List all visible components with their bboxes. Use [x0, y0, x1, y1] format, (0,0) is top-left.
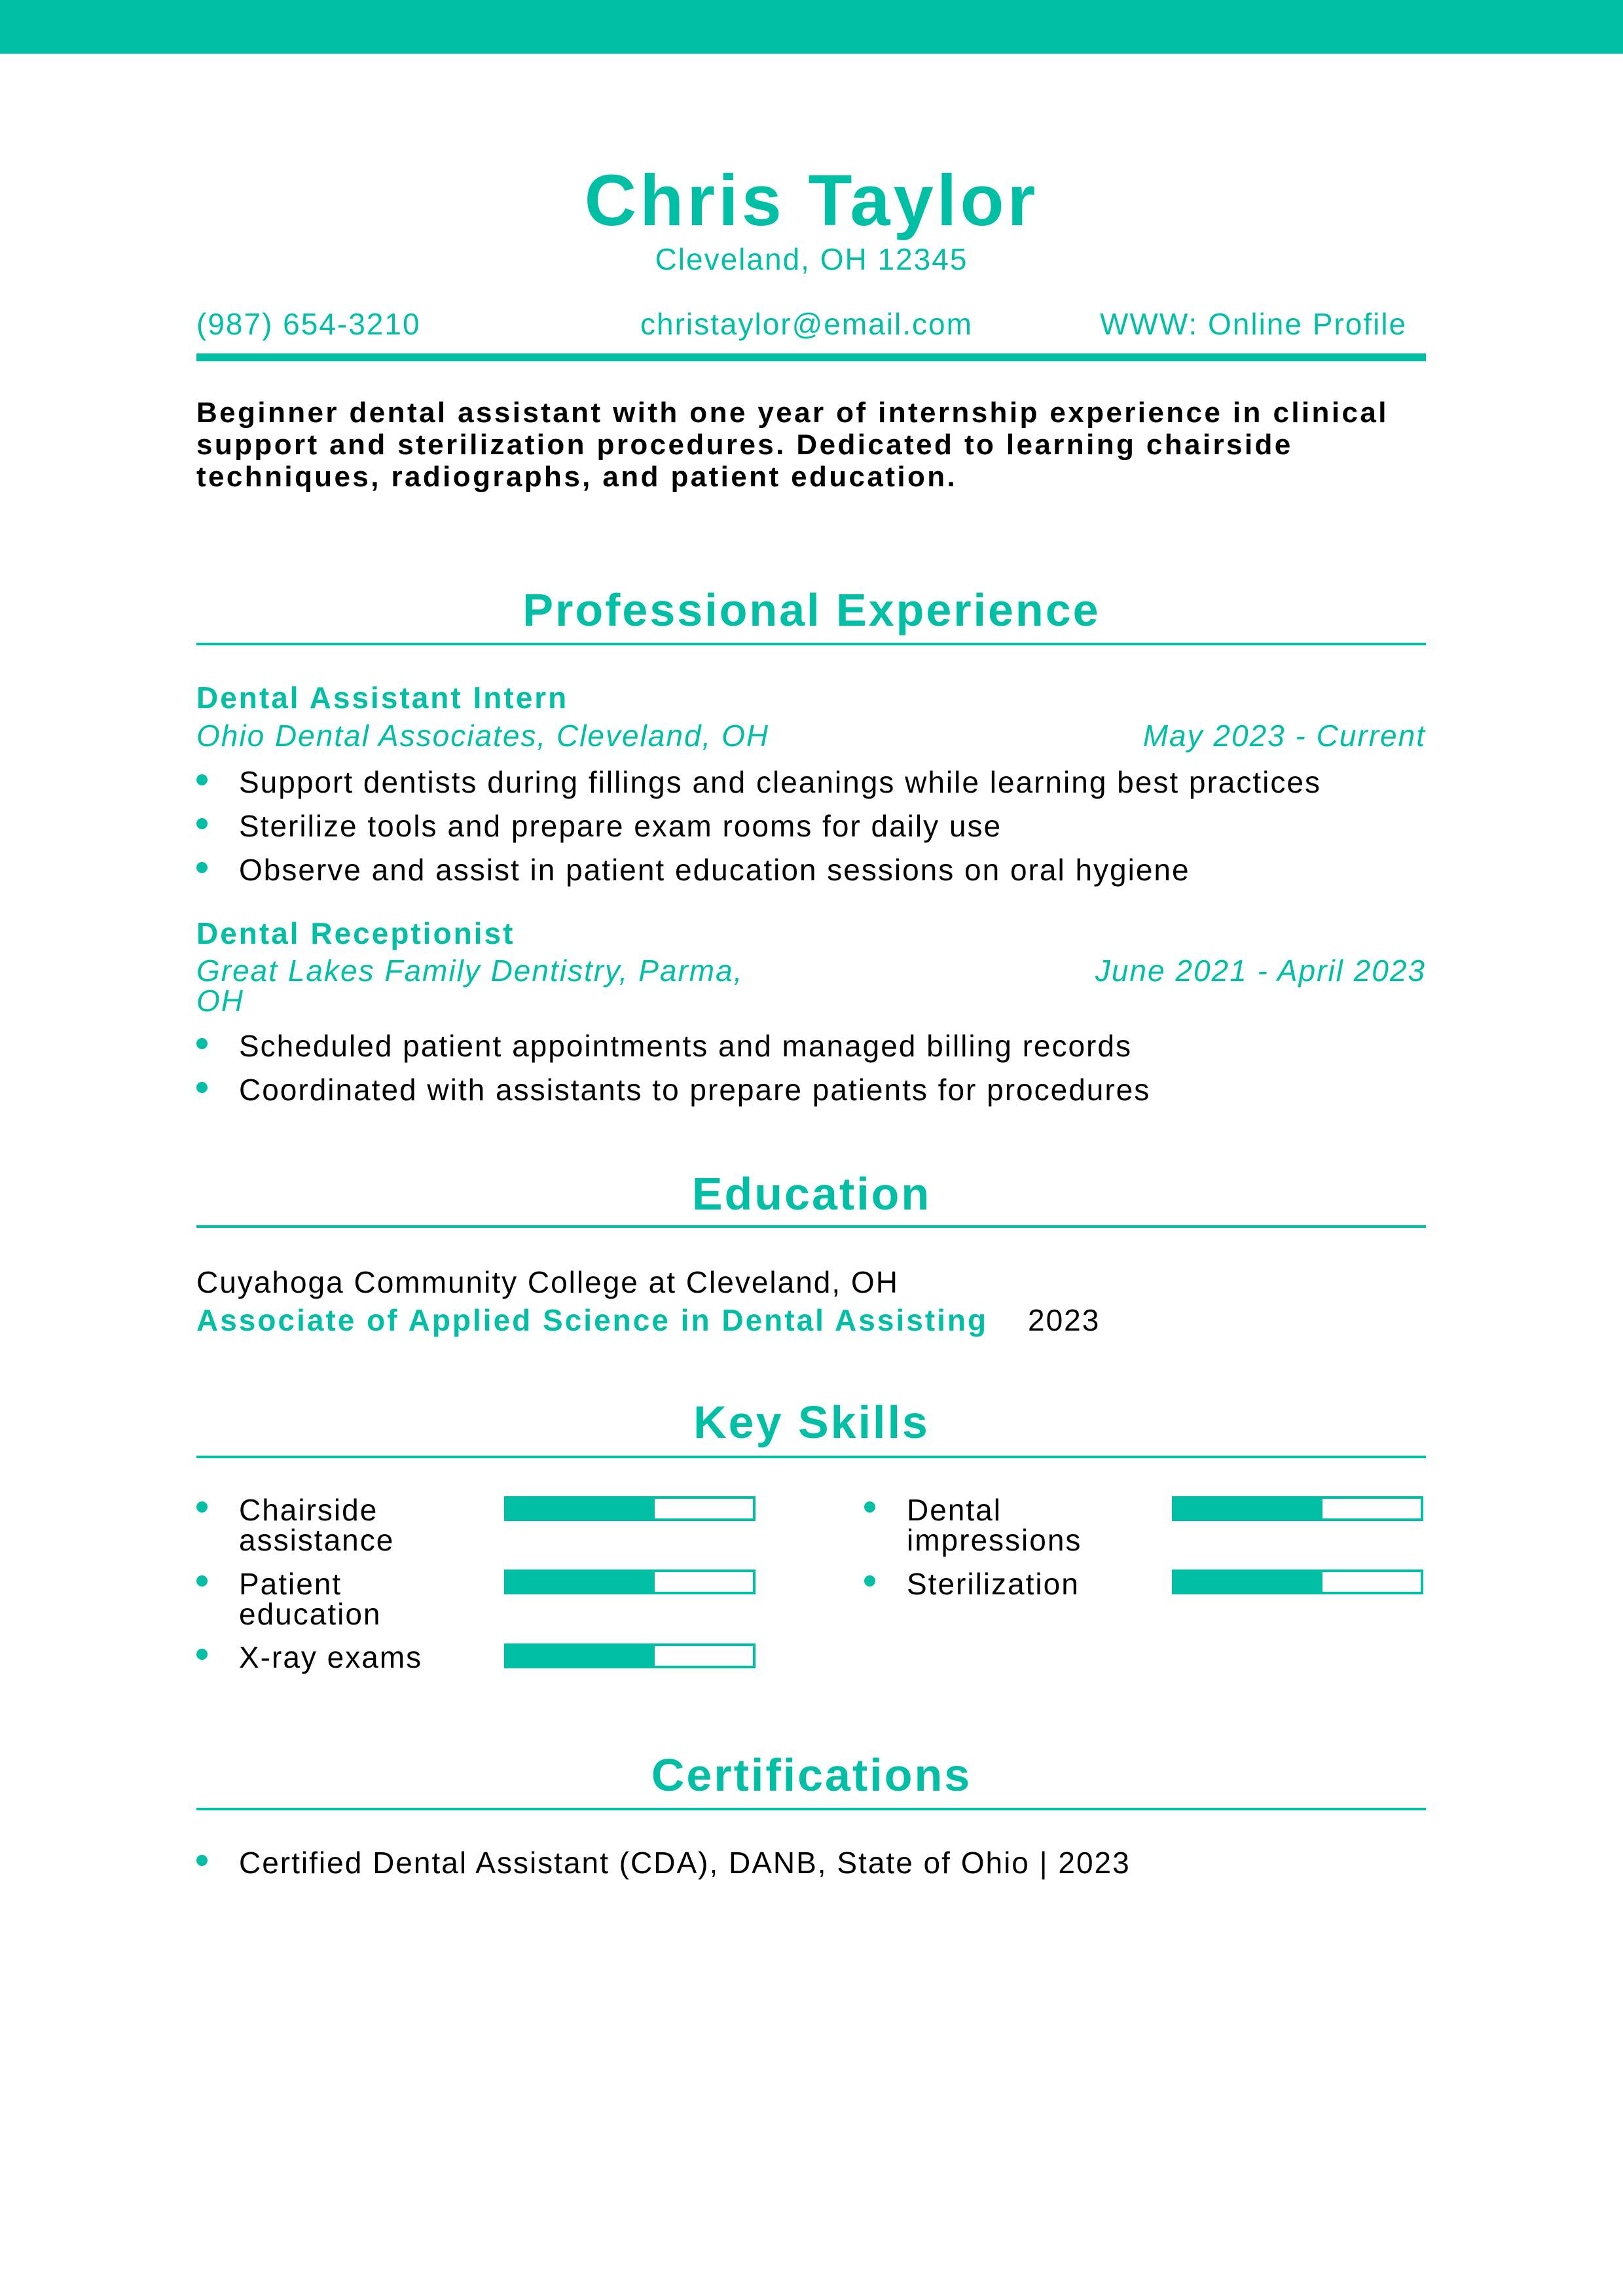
bullet-icon	[196, 1501, 208, 1513]
bullet-icon	[196, 1082, 208, 1093]
bullet-icon	[196, 1649, 208, 1660]
skill-name: X-ray exams	[239, 1640, 423, 1674]
skill-level-fill	[507, 1499, 655, 1518]
bullet-icon	[196, 1575, 208, 1587]
education-heading: Education	[691, 1168, 932, 1219]
skill-level-bar	[504, 1643, 756, 1668]
skill-level-fill	[1175, 1572, 1322, 1592]
location: Cleveland, OH 12345	[655, 242, 968, 276]
skill-name: Sterilization	[907, 1567, 1080, 1601]
job-title: Dental Receptionist	[196, 916, 515, 950]
skill-name: Dental impressions	[907, 1493, 1082, 1557]
bullet-icon	[196, 862, 208, 873]
graduation-year: 2023	[1028, 1303, 1101, 1337]
bullet-text: Scheduled patient appointments and managed billing records	[239, 1029, 1132, 1063]
skills-heading: Key Skills	[693, 1397, 930, 1448]
employer: Ohio Dental Associates, Cleveland, OH	[196, 719, 770, 753]
bullet-text: Observe and assist in patient education sessions on oral hygiene	[239, 853, 1190, 887]
summary: Beginner dental assistant with one year of internship experience in clinical support and sterilization procedures. Dedicated to learning chairside techniques, radiographs, and patient education.	[196, 397, 1389, 493]
bullet-icon	[196, 1855, 208, 1866]
skill-level-fill	[507, 1572, 655, 1592]
skill-level-bar	[504, 1496, 756, 1521]
certification-text: Certified Dental Assistant (CDA), DANB, State of Ohio | 2023	[239, 1846, 1131, 1880]
bullet-icon	[196, 1038, 208, 1049]
skill-level-fill	[507, 1646, 655, 1666]
candidate-name: Chris Taylor	[584, 160, 1039, 241]
job-title: Dental Assistant Intern	[196, 681, 569, 715]
email-link[interactable]: christaylor@email.com	[640, 307, 973, 341]
skill-level-fill	[1175, 1499, 1322, 1518]
bullet-icon	[864, 1501, 875, 1513]
skill-name: Chairside assistance	[239, 1493, 395, 1557]
skill-level-bar	[504, 1570, 756, 1594]
skill-name: Patient education	[239, 1567, 382, 1631]
section-divider	[196, 1808, 1426, 1810]
section-divider	[196, 1456, 1426, 1458]
section-divider	[196, 1225, 1426, 1228]
bullet-text: Coordinated with assistants to prepare patients for procedures	[239, 1073, 1151, 1107]
job-dates: May 2023 - Current	[1142, 719, 1426, 753]
skill-level-bar	[1172, 1496, 1423, 1521]
skill-level-bar	[1172, 1570, 1423, 1594]
certifications-heading: Certifications	[651, 1749, 972, 1801]
bullet-text: Sterilize tools and prepare exam rooms for daily use	[239, 809, 1002, 843]
phone[interactable]: (987) 654-3210	[196, 307, 421, 341]
job-dates: June 2021 - April 2023	[1095, 954, 1426, 988]
website-link[interactable]: WWW: Online Profile	[1100, 307, 1408, 341]
top-accent-bar	[0, 0, 1623, 54]
experience-heading: Professional Experience	[522, 584, 1101, 636]
header-divider	[196, 353, 1426, 361]
section-divider	[196, 643, 1426, 645]
bullet-icon	[864, 1575, 875, 1587]
employer: Great Lakes Family Dentistry, Parma, OH	[196, 954, 744, 1018]
bullet-icon	[196, 774, 208, 785]
bullet-icon	[196, 818, 208, 829]
bullet-text: Support dentists during fillings and cleanings while learning best practices	[239, 765, 1321, 799]
degree: Associate of Applied Science in Dental Assisting	[196, 1303, 989, 1337]
school-name: Cuyahoga Community College at Cleveland, OH	[196, 1265, 899, 1299]
